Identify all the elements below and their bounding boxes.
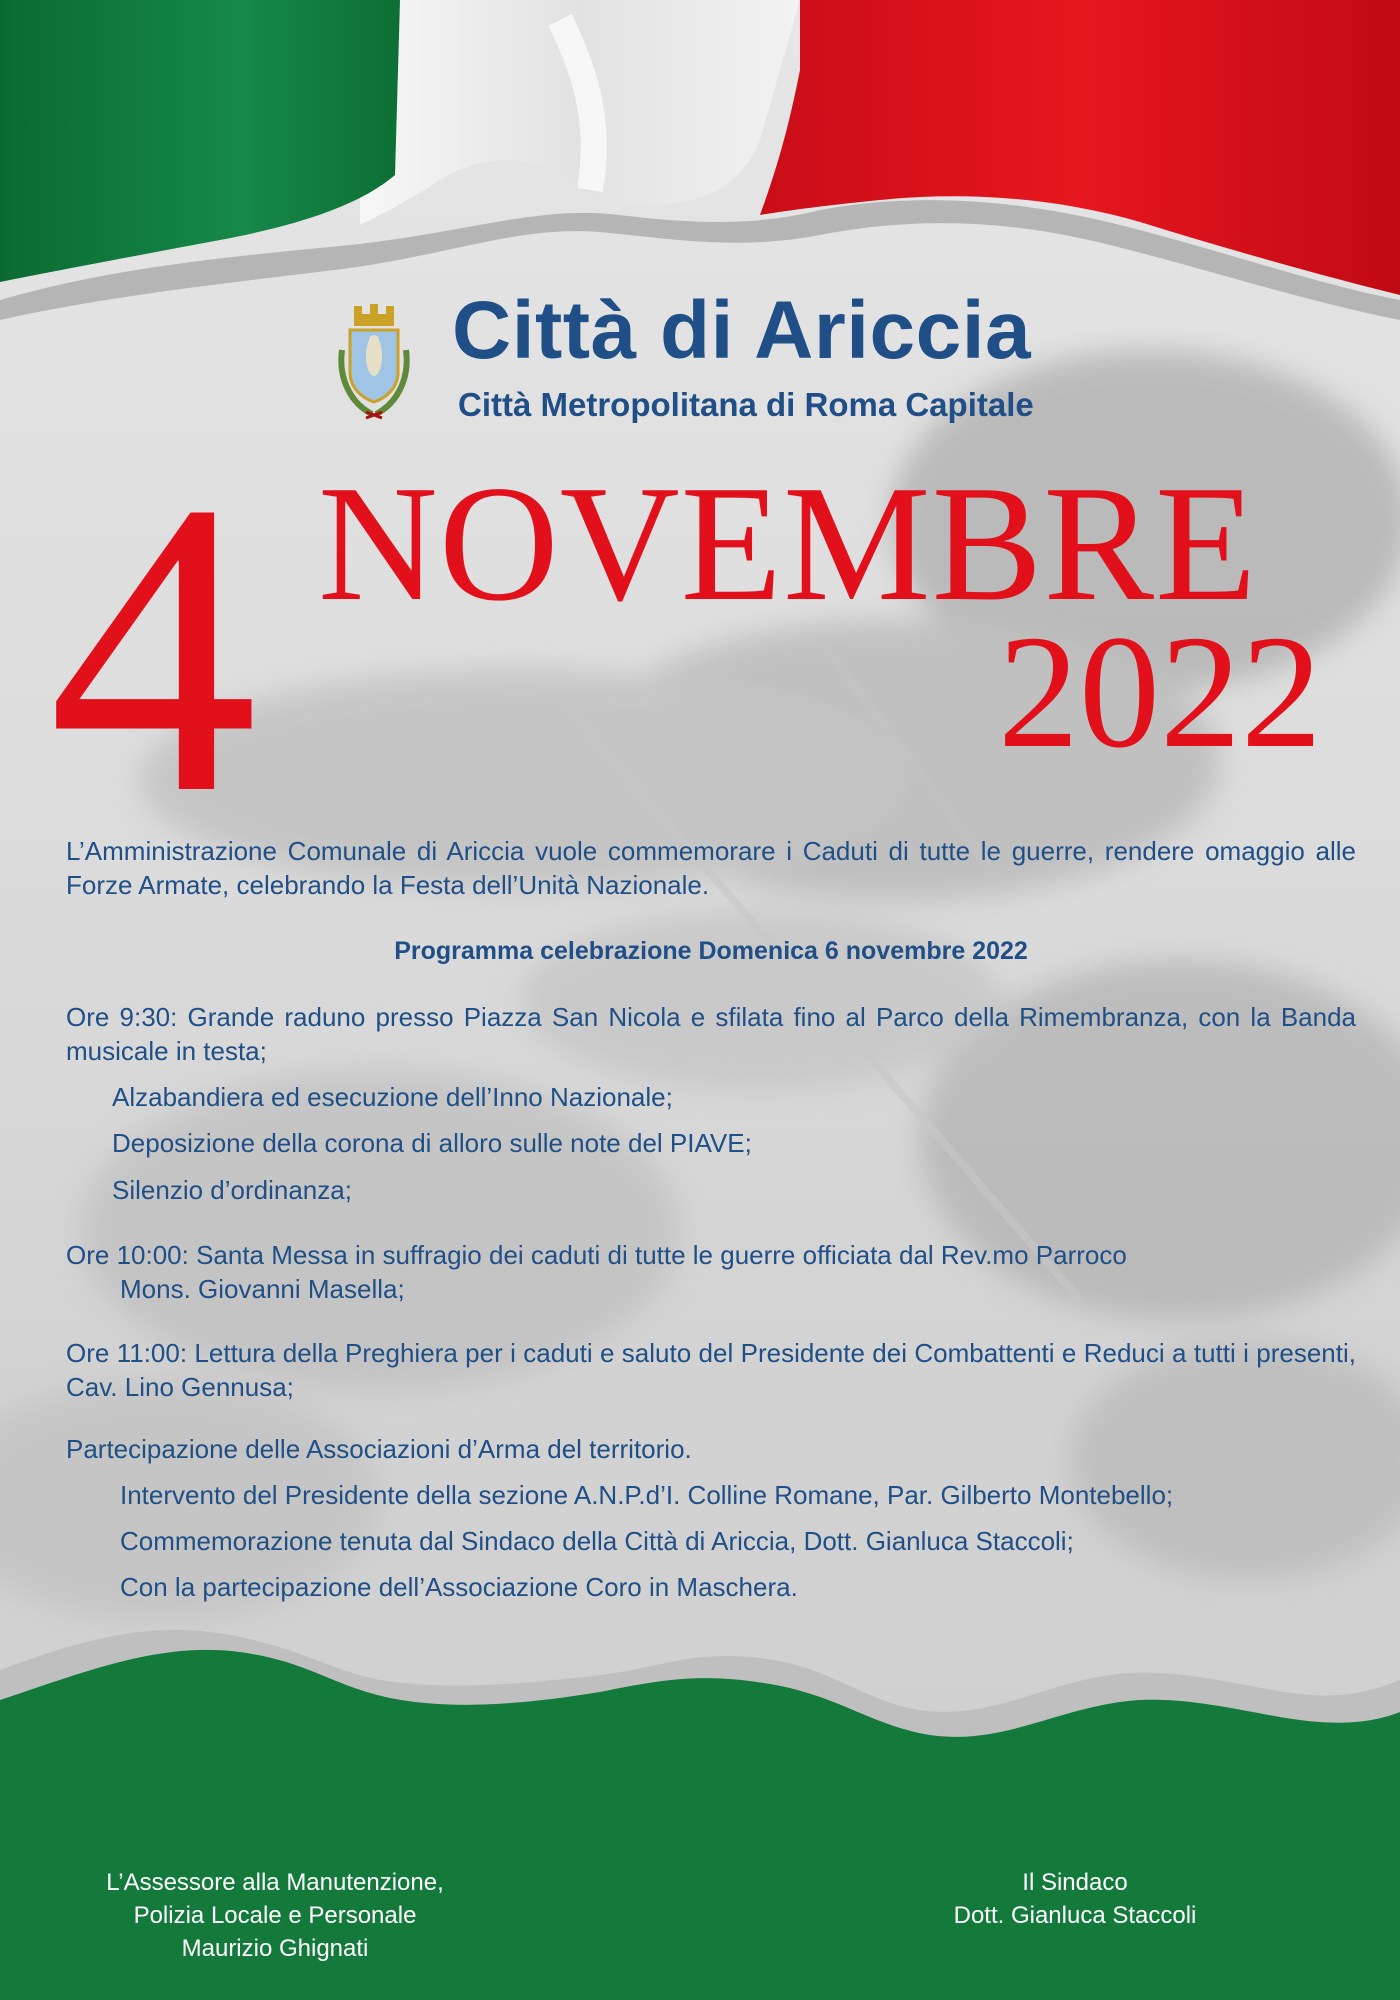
coat-of-arms-icon: [332, 300, 416, 424]
program-subitem: Alzabandiera ed esecuzione dell’Inno Nazionale;: [112, 1082, 673, 1112]
city-subtitle: Città Metropolitana di Roma Capitale: [458, 386, 1034, 423]
signature-assessore: [70, 1866, 480, 1965]
program-subitem: Silenzio d’ordinanza;: [112, 1175, 352, 1205]
program-title: Programma celebrazione Domenica 6 novembre 2022: [394, 937, 1028, 965]
signature-line: Maurizio Ghignati: [181, 1935, 369, 1962]
participation-subitem: Commemorazione tenuta dal Sindaco della Città di Ariccia, Dott. Gianluca Staccoli;: [120, 1526, 1074, 1556]
signature-line: Polizia Locale e Personale: [133, 1902, 417, 1929]
signature-sindaco: [880, 1866, 1270, 1932]
participation-subitem: Con la partecipazione dell’Associazione Coro in Maschera.: [120, 1572, 798, 1602]
program-item-1000-continuation: Mons. Giovanni Masella;: [120, 1274, 405, 1304]
program-item-1100: Ore 11:00: Lettura della Preghiera per i caduti e saluto del Presidente dei Combattenti e Reduci a tutti i presenti, Cav. Lino Gennusa;: [66, 1338, 1356, 1402]
date-day: 4: [48, 415, 258, 880]
signature-line: Dott. Gianluca Staccoli: [953, 1902, 1197, 1929]
signature-line: L’Assessore alla Manutenzione,: [106, 1869, 444, 1896]
participation-subitem: Intervento del Presidente della sezione A.N.P.d’I. Colline Romane, Par. Gilberto Montebello;: [120, 1480, 1174, 1510]
participation-line: Partecipazione delle Associazioni d’Arma del territorio.: [66, 1434, 692, 1464]
program-subitem: Deposizione della corona di alloro sulle note del PIAVE;: [112, 1128, 752, 1158]
date-year: 2022: [998, 603, 1322, 782]
program-item-930: Ore 9:30: Grande raduno presso Piazza San Nicola e sfilata fino al Parco della Rimembranza, con la Banda musicale in testa;: [66, 1002, 1356, 1066]
intro-paragraph: L’Amministrazione Comunale di Ariccia vuole commemorare i Caduti di tutte le guerre, rendere omaggio alle Forze Armate, celebrando la Festa dell’Unità Nazionale.: [66, 836, 1356, 900]
signature-line: Il Sindaco: [1022, 1869, 1128, 1896]
city-name: Città di Ariccia: [452, 285, 1032, 376]
program-item-1000: Ore 10:00: Santa Messa in suffragio dei caduti di tutte le guerre officiata dal Rev.mo Parroco: [66, 1240, 1127, 1270]
date-month: NOVEMBRE: [318, 451, 1258, 635]
